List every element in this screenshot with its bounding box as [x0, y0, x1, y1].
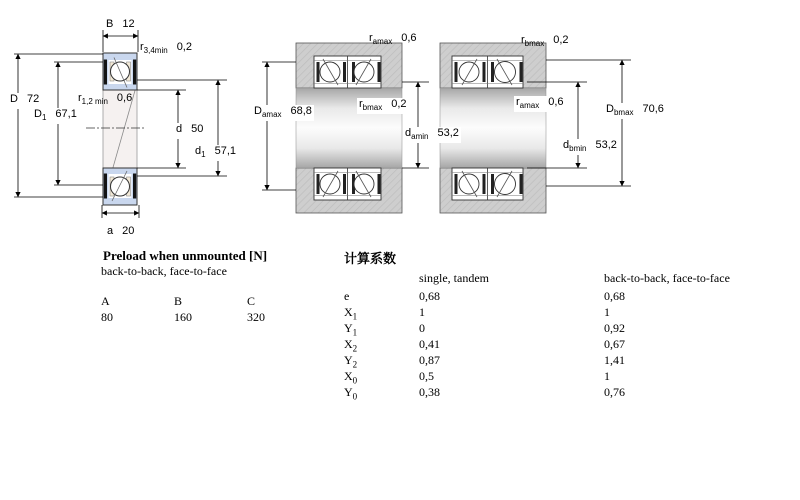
factor-row-x1: $X_1$ 1 1 — [344, 305, 610, 322]
dim-label-D1: $D_1$ 67,1 — [34, 108, 77, 122]
seal — [133, 174, 136, 199]
preload-title: Preload when unmounted [N] — [103, 248, 268, 263]
preload-col-a: A — [101, 294, 110, 308]
dim-label-rbmax-b: $r_{bmax}$ 0,2 — [521, 34, 569, 48]
ball — [111, 177, 130, 196]
factors-col1-header: single, tandem — [419, 271, 489, 285]
preload-values — [101, 310, 320, 325]
preload-subtitle: back-to-back, face-to-face — [101, 264, 227, 278]
ball — [320, 174, 340, 194]
preload-col-b: B — [174, 294, 183, 308]
single-bearing-top-section — [103, 53, 137, 90]
dim-label-B: B 12 — [106, 18, 135, 30]
dim-label-d: d 50 — [174, 123, 205, 139]
ball — [354, 174, 374, 194]
ball — [495, 174, 516, 195]
dim-label-rbmax-a: $r_{bmax}$ 0,2 — [359, 98, 407, 112]
seal — [104, 60, 107, 85]
dim-label-r34: $r_{3,4min}$ 0,2 — [140, 41, 192, 55]
ball — [320, 62, 340, 82]
factor-row-e: e 0,68 0,68 — [344, 289, 625, 303]
factor-row-y2: $Y_2$ 0,87 1,41 — [344, 353, 625, 370]
preload-col-c: C — [247, 294, 256, 308]
factor-row-y1: $Y_1$ 0 0,92 — [344, 321, 625, 338]
dim-label-Dbmax: $D_{bmax}$ 70,6 — [606, 103, 664, 117]
ball — [459, 174, 479, 194]
dim-label-ramax-b: $r_{amax}$ 0,6 — [516, 96, 564, 110]
factors-title: 计算系数 — [344, 251, 397, 266]
preload-value-c: 320 — [247, 310, 265, 324]
dim-label-a: a 20 — [107, 225, 135, 237]
dim-label-d1: $d_1$ 57,1 — [195, 145, 236, 159]
ball — [495, 62, 516, 83]
ball — [459, 62, 479, 82]
dim-label-damin: $d_{amin}$ 53,2 — [405, 127, 459, 141]
paired-arrangement-b — [440, 43, 631, 213]
preload-value-a: 80 — [101, 310, 113, 324]
preload-column-headers — [101, 294, 320, 309]
single-bearing-bottom-section — [103, 168, 137, 205]
factors-column-headers — [344, 271, 730, 286]
dim-label-Damax: $D_{amax}$ 68,8 — [254, 105, 312, 119]
factor-row-x0: $X_0$ 0,5 1 — [344, 369, 610, 386]
seal — [133, 60, 136, 85]
dim-label-D: D 72 — [8, 93, 41, 109]
dim-label-r12: $r_{1,2 min}$ 0,6 — [78, 92, 133, 106]
factor-row-x2: $X_2$ 0,41 0,67 — [344, 337, 625, 354]
dim-label-ramax-a: $r_{amax}$ 0,6 — [369, 32, 417, 46]
seal — [104, 174, 107, 199]
factor-row-y0: $Y_0$ 0,38 0,76 — [344, 385, 625, 402]
dim-label-dbmin: $d_{bmin}$ 53,2 — [563, 139, 617, 153]
factors-col2-header: back-to-back, face-to-face — [604, 271, 730, 285]
ball — [354, 62, 374, 82]
preload-value-b: 160 — [174, 310, 192, 324]
